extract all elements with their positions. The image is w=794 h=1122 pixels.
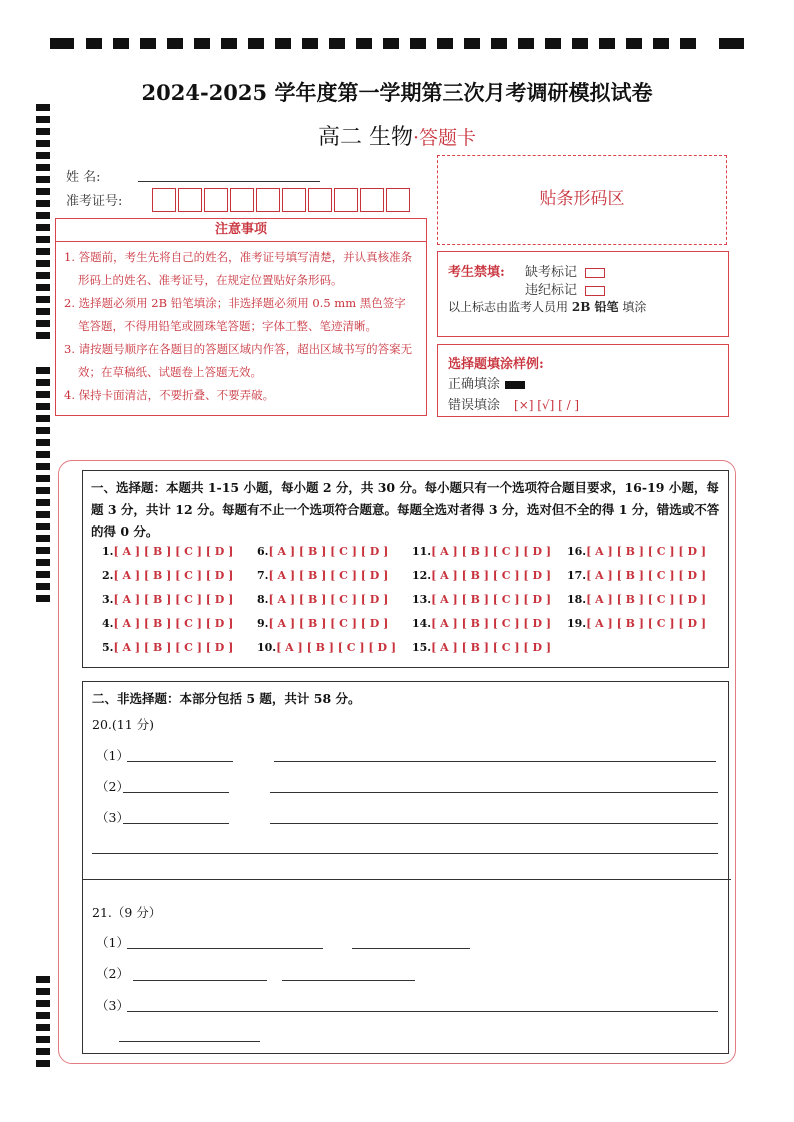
proctor-note-text: 以上标志由监考人员用: [448, 300, 569, 314]
proctor-note: [448, 298, 646, 315]
question-number: 12.: [412, 569, 432, 582]
answer-line[interactable]: [127, 761, 233, 762]
question-number: 15.: [412, 641, 432, 654]
answer-bubbles[interactable]: [ A ] [ B ] [ C ] [ D ]: [113, 569, 234, 582]
subtitle-separator: ·: [412, 127, 420, 149]
answer-bubbles[interactable]: [ A ] [ B ] [ C ] [ D ]: [113, 545, 234, 558]
q21-label: 21.（9 分）: [92, 905, 162, 920]
question-number: 9.: [257, 617, 269, 630]
answer-bubbles[interactable]: [ A ] [ B ] [ C ] [ D ]: [113, 593, 234, 606]
question-number: 4.: [102, 617, 114, 630]
proctor-note-suffix: 填涂: [622, 300, 647, 314]
question-number: 8.: [257, 593, 269, 606]
q20-sub2-label: （2）: [96, 779, 129, 794]
question-number: 6.: [257, 545, 269, 558]
answer-bubbles[interactable]: [ A ] [ B ] [ C ] [ D ]: [268, 545, 389, 558]
choice-question-6[interactable]: [257, 545, 388, 558]
answer-bubbles[interactable]: [ A ] [ B ] [ C ] [ D ]: [431, 569, 552, 582]
answer-bubbles[interactable]: [ A ] [ B ] [ C ] [ D ]: [268, 617, 389, 630]
choice-question-10[interactable]: [257, 641, 396, 654]
answer-bubbles[interactable]: [ A ] [ B ] [ C ] [ D ]: [268, 593, 389, 606]
q21-sub3-label: （3）: [96, 998, 129, 1013]
choice-question-2[interactable]: [102, 569, 233, 582]
answer-line[interactable]: [123, 792, 229, 793]
violation-label: 违纪标记: [525, 283, 578, 298]
question-number: 5.: [102, 641, 114, 654]
notices-heading: 注意事项: [56, 219, 426, 242]
name-field[interactable]: [138, 181, 320, 182]
q20-sub3-label: （3）: [96, 810, 129, 825]
choice-question-8[interactable]: [257, 593, 388, 606]
choice-question-13[interactable]: [412, 593, 551, 606]
exam-id-label: 准考证号:: [66, 194, 123, 209]
choice-question-1[interactable]: [102, 545, 233, 558]
question-number: 13.: [412, 593, 432, 606]
proctor-heading: 考生禁填:: [448, 265, 505, 280]
violation-mark[interactable]: [585, 286, 605, 296]
wrong-fill-marks: [×] [√] [ / ]: [514, 398, 580, 412]
question-number: 1.: [102, 545, 114, 558]
choice-question-12[interactable]: [412, 569, 551, 582]
correct-fill-mark: [505, 381, 525, 389]
answer-line[interactable]: [133, 980, 267, 981]
answer-card-label: 答题卡: [419, 127, 477, 149]
choice-question-4[interactable]: [102, 617, 233, 630]
open-section-heading: 二、非选择题：本部分包括 5 题，共计 58 分。: [92, 691, 361, 706]
subject-label: 高二 生物: [317, 125, 413, 150]
notice-item: 3. 请按题号顺序在各题目的答题区域内作答，超出区域书写的答案无效；在草稿纸、试题卷上答题无效。: [64, 342, 413, 379]
question-number: 17.: [567, 569, 587, 582]
proctor-note-bold: 2B 铅笔: [571, 300, 619, 314]
fill-sample-box: [437, 344, 729, 417]
notice-item: 2. 选择题必须用 2B 铅笔填涂；非选择题必须用 0.5 mm 黑色签字笔答题，不得用铅笔或圆珠笔答题；字体工整、笔迹清晰。: [64, 296, 406, 333]
choice-section-heading: 一、选择题：本题共 1-15 小题，每小题 2 分，共 30 分。每小题只有一个选项符合题目要求，16-19 小题，每题 3 分，共计 12 分。每题有不止一个选项符合题意。每题全选对者得 3 分，选对但不全的得 1 分，错选或不答的得 0 分。: [91, 480, 720, 539]
answer-bubbles[interactable]: [ A ] [ B ] [ C ] [ D ]: [586, 545, 707, 558]
q20-sub1-label: （1）: [96, 748, 129, 763]
choice-question-7[interactable]: [257, 569, 388, 582]
q21-sub1-label: （1）: [96, 935, 129, 950]
fill-sample-heading: 选择题填涂样例:: [448, 357, 544, 372]
choice-question-9[interactable]: [257, 617, 388, 630]
subtitle: [0, 120, 794, 151]
absent-mark[interactable]: [585, 268, 605, 278]
proctor-only-box: [437, 251, 729, 337]
answer-bubbles[interactable]: [ A ] [ B ] [ C ] [ D ]: [431, 593, 552, 606]
notices-box: [55, 218, 427, 416]
correct-fill-label: 正确填涂: [448, 377, 501, 392]
choice-question-16[interactable]: [567, 545, 706, 558]
choice-question-11[interactable]: [412, 545, 551, 558]
question-number: 10.: [257, 641, 277, 654]
question-number: 16.: [567, 545, 587, 558]
question-number: 11.: [412, 545, 432, 558]
question-divider: [82, 879, 731, 880]
exam-id-boxes[interactable]: [152, 188, 412, 212]
barcode-area: 贴条形码区: [437, 155, 727, 245]
answer-bubbles[interactable]: [ A ] [ B ] [ C ] [ D ]: [268, 569, 389, 582]
answer-line[interactable]: [127, 1011, 718, 1012]
answer-bubbles[interactable]: [ A ] [ B ] [ C ] [ D ]: [276, 641, 397, 654]
answer-bubbles[interactable]: [ A ] [ B ] [ C ] [ D ]: [113, 641, 234, 654]
answer-line[interactable]: [352, 948, 470, 949]
answer-line[interactable]: [92, 853, 718, 854]
answer-bubbles[interactable]: [ A ] [ B ] [ C ] [ D ]: [586, 617, 707, 630]
question-number: 2.: [102, 569, 114, 582]
answer-bubbles[interactable]: [ A ] [ B ] [ C ] [ D ]: [431, 545, 552, 558]
choice-question-19[interactable]: [567, 617, 706, 630]
answer-line[interactable]: [270, 823, 718, 824]
open-section: [82, 681, 729, 1054]
answer-bubbles[interactable]: [ A ] [ B ] [ C ] [ D ]: [431, 641, 552, 654]
q21-sub2-label: （2）: [96, 966, 129, 981]
question-number: 7.: [257, 569, 269, 582]
answer-bubbles[interactable]: [ A ] [ B ] [ C ] [ D ]: [586, 569, 707, 582]
choice-question-3[interactable]: [102, 593, 233, 606]
question-number: 19.: [567, 617, 587, 630]
answer-line[interactable]: [282, 980, 415, 981]
answer-bubbles[interactable]: [ A ] [ B ] [ C ] [ D ]: [431, 617, 552, 630]
wrong-fill-label: 错误填涂: [448, 398, 501, 413]
question-number: 3.: [102, 593, 114, 606]
choice-question-14[interactable]: [412, 617, 551, 630]
choice-question-18[interactable]: [567, 593, 706, 606]
notice-item: 1. 答题前，考生先将自己的姓名，准考证号填写清楚，并认真核准条形码上的姓名、准考证号，在规定位置贴好条形码。: [64, 250, 413, 287]
notice-item: 4. 保持卡面清洁，不要折叠、不要弄破。: [64, 388, 275, 402]
answer-line[interactable]: [127, 948, 323, 949]
choice-question-5[interactable]: [102, 641, 233, 654]
choice-question-17[interactable]: [567, 569, 706, 582]
answer-line[interactable]: [123, 823, 229, 824]
answer-bubbles[interactable]: [ A ] [ B ] [ C ] [ D ]: [586, 593, 707, 606]
question-number: 18.: [567, 593, 587, 606]
answer-line[interactable]: [274, 761, 716, 762]
name-label: 姓 名:: [66, 170, 101, 185]
question-number: 14.: [412, 617, 432, 630]
exam-title: 2024-2025 学年度第一学期第三次月考调研模拟试卷: [141, 80, 653, 105]
top-alignment-bar: [50, 38, 744, 50]
answer-line[interactable]: [119, 1041, 260, 1042]
q20-label: 20.(11 分): [92, 717, 155, 732]
answer-bubbles[interactable]: [ A ] [ B ] [ C ] [ D ]: [113, 617, 234, 630]
choice-question-15[interactable]: [412, 641, 551, 654]
answer-line[interactable]: [270, 792, 718, 793]
absent-label: 缺考标记: [525, 265, 578, 280]
